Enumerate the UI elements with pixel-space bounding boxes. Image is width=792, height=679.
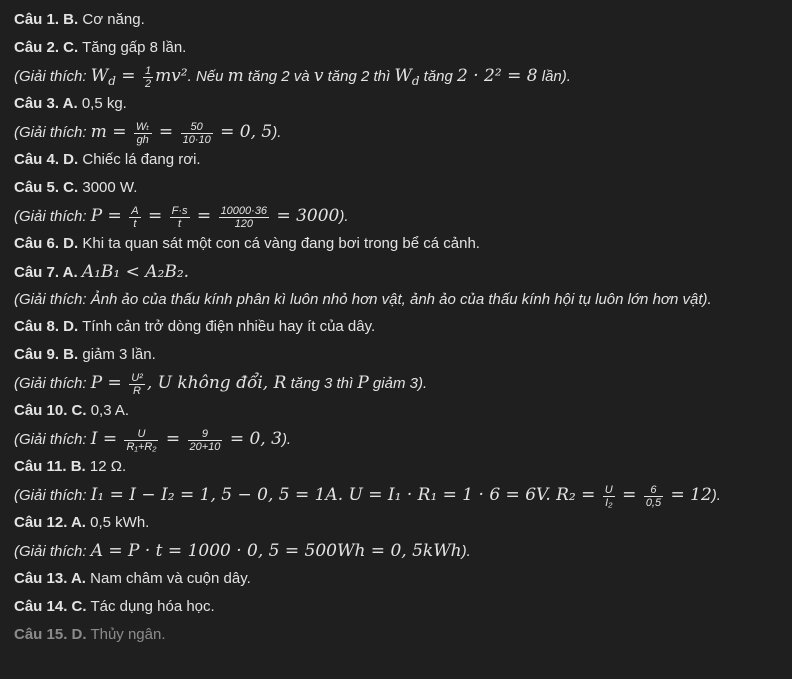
fraction: $\frac{10000\cdot 36}{120}$ xyxy=(220,204,268,230)
question-label: Câu 5. C. xyxy=(14,179,79,196)
fraction: $\frac{50}{10\cdot 10}$ xyxy=(182,120,211,146)
fraction: $\frac{6}{0,5}$ xyxy=(645,483,662,509)
answer-7 xyxy=(14,258,778,286)
answer-text: Khi ta quan sát một con cá vàng đang bơi trong bể cá cảnh. xyxy=(82,235,480,252)
answer-13 xyxy=(14,565,778,593)
fraction: $\frac{\text{U²}}{R}$ xyxy=(131,371,143,397)
question-label: Câu 2. C. xyxy=(14,39,79,56)
question-label: Câu 8. D. xyxy=(14,318,79,335)
fraction: $\frac{A}{t}$ xyxy=(131,204,139,230)
question-label: Câu 1. B. xyxy=(14,11,79,28)
answer-5 xyxy=(14,174,778,202)
answer-text: 0,5 kWh. xyxy=(90,514,150,531)
answer-text: Chiếc lá đang rơi. xyxy=(82,151,201,168)
answer-text: 0,3 A. xyxy=(90,402,130,419)
answer-text: 12 Ω. xyxy=(89,458,127,475)
question-label: Câu 11. B. xyxy=(14,458,86,475)
explanation-7: (Giải thích: Ảnh ảo của thấu kính phân kì luôn nhỏ hơn vật, ảnh ảo của thấu kính hội tụ luôn lớn hơn vật). xyxy=(14,291,712,308)
answer-1 xyxy=(14,6,778,34)
explanation-9: (Giải thích: P = $\frac{\text{U²}}{R}$ , U không đổi, R tăng 3 thì P giảm 3). xyxy=(14,371,428,397)
question-label: Câu 6. D. xyxy=(14,235,79,252)
answer-14 xyxy=(14,593,778,621)
answer-text: 0,5 kg. xyxy=(81,95,127,112)
question-label: Câu 15. D. xyxy=(14,626,87,643)
answer-text: Tác dụng hóa học. xyxy=(90,598,215,615)
answer-12 xyxy=(14,509,778,537)
fraction: $\frac{1}{2}$ xyxy=(144,64,152,90)
question-label: Câu 12. A. xyxy=(14,514,86,531)
answer-3 xyxy=(14,90,778,118)
question-label: Câu 9. B. xyxy=(14,346,79,363)
question-label: Câu 10. C. xyxy=(14,402,87,419)
explanation-11: (Giải thích: I₁ = I − I₂ = 1, 5 − 0, 5 = 1A. U = I₁ · R₁ = 1 · 6 = 6V. R₂ = $\frac{U}{\text{I₂}}$ = $\frac{6}{0,5}$ = 12). xyxy=(14,483,721,509)
answer-6 xyxy=(14,230,778,258)
fraction: $\frac{U}{\text{R₁+R₂}}$ xyxy=(126,427,157,453)
question-label: Câu 3. A. xyxy=(14,95,78,112)
question-label: Câu 14. C. xyxy=(14,598,87,615)
fraction: $\frac{\text{Wₜ}}{gh}$ xyxy=(135,120,150,146)
explanation-10: (Giải thích: I = $\frac{U}{\text{R₁+R₂}}$ = $\frac{9}{20+10}$ = 0, 3). xyxy=(14,427,292,453)
explanation-5: (Giải thích: P = $\frac{A}{t}$ = $\frac{F\cdot s}{t}$ = $\frac{10000\cdot 36}{120}$ = 3000). xyxy=(14,204,349,230)
explanation-3: (Giải thích: m = $\frac{\text{Wₜ}}{gh}$ = $\frac{50}{10\cdot 10}$ = 0, 5). xyxy=(14,120,282,146)
answer-2 xyxy=(14,34,778,62)
answer-11 xyxy=(14,453,778,481)
answer-text: A₁B₁ < A₂B₂. xyxy=(81,262,190,282)
answer-text: Nam châm và cuộn dây. xyxy=(90,570,251,587)
answer-4 xyxy=(14,146,778,174)
answer-9 xyxy=(14,341,778,369)
answer-10 xyxy=(14,397,778,425)
question-label: Câu 13. A. xyxy=(14,570,86,587)
answer-8 xyxy=(14,313,778,341)
explanation-12: (Giải thích: A = P · t = 1000 · 0, 5 = 500Wh = 0, 5kWh). xyxy=(14,541,471,561)
explanation-2: (Giải thích: $W_d$ = $\frac{1}{2}$ mv². Nếu m tăng 2 và v tăng 2 thì $W_d$ tăng 2 · 2² = 8 lần). xyxy=(14,64,571,90)
answer-15 xyxy=(14,621,778,649)
fraction: $\frac{F\cdot s}{t}$ xyxy=(171,204,188,230)
answer-text: Tính cản trở dòng điện nhiều hay ít của dây. xyxy=(82,318,376,335)
answer-text: giảm 3 lần. xyxy=(82,346,156,363)
question-label: Câu 4. D. xyxy=(14,151,79,168)
answer-text: 3000 W. xyxy=(82,179,138,196)
answer-text: Cơ năng. xyxy=(82,11,145,28)
fraction: $\frac{U}{\text{I₂}}$ xyxy=(604,483,613,509)
question-label: Câu 7. A. xyxy=(14,264,78,281)
fraction: $\frac{9}{20+10}$ xyxy=(189,427,221,453)
answer-text: Thủy ngân. xyxy=(90,626,166,643)
answer-text: Tăng gấp 8 lần. xyxy=(82,39,187,56)
